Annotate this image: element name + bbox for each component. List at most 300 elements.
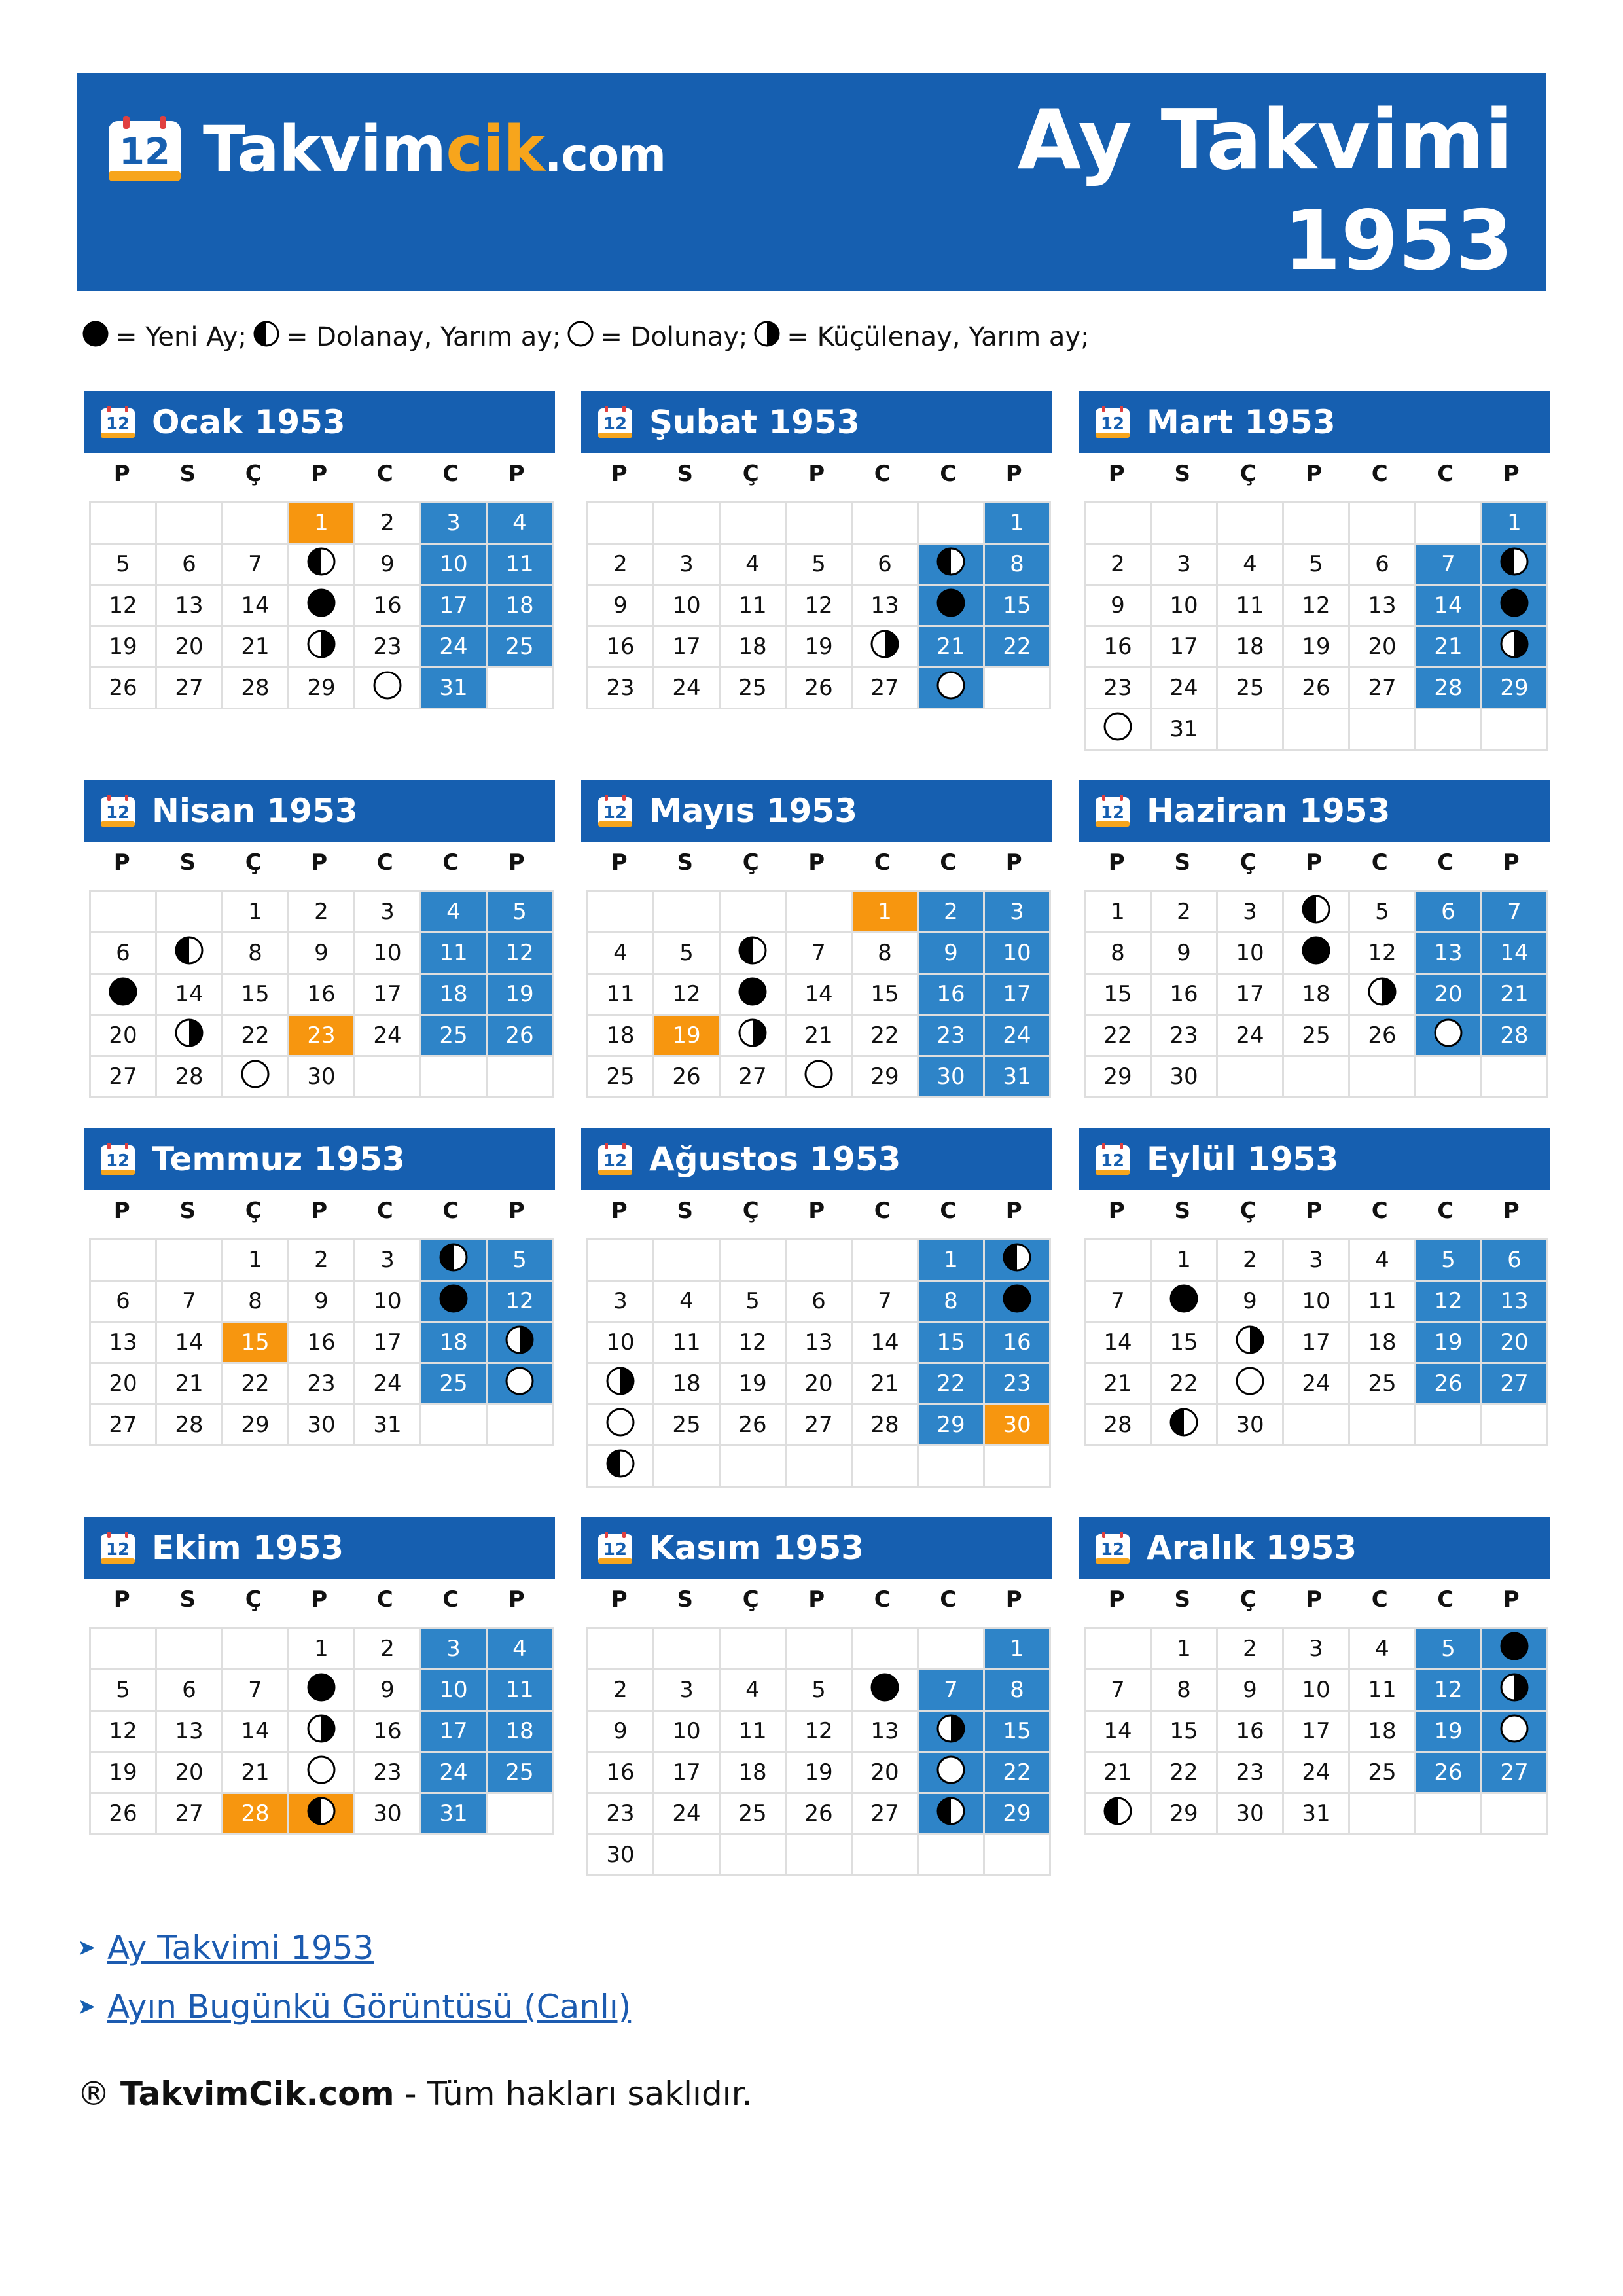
- day-cell[interactable]: 28: [1085, 1405, 1151, 1446]
- month-header[interactable]: [1079, 391, 1550, 453]
- day-cell[interactable]: 31: [421, 668, 487, 709]
- day-cell[interactable]: 7: [1085, 1281, 1151, 1322]
- day-cell[interactable]: 10: [355, 933, 421, 974]
- day-cell[interactable]: 19: [786, 1752, 852, 1793]
- day-cell[interactable]: 2: [588, 1670, 654, 1711]
- day-cell[interactable]: 11: [588, 974, 654, 1015]
- day-cell[interactable]: 13: [852, 585, 918, 626]
- day-cell[interactable]: 10: [355, 1281, 421, 1322]
- day-cell[interactable]: 22: [852, 1015, 918, 1056]
- day-cell[interactable]: 22: [984, 626, 1050, 668]
- day-cell[interactable]: 5: [487, 891, 553, 933]
- day-cell[interactable]: 23: [918, 1015, 984, 1056]
- day-cell[interactable]: 20: [156, 1752, 223, 1793]
- day-cell[interactable]: 26: [1349, 1015, 1416, 1056]
- day-cell[interactable]: 7: [223, 544, 289, 585]
- day-cell[interactable]: 11: [487, 544, 553, 585]
- day-cell[interactable]: 3: [588, 1281, 654, 1322]
- day-cell[interactable]: 9: [289, 1281, 355, 1322]
- day-cell[interactable]: 5: [654, 933, 720, 974]
- day-cell[interactable]: 13: [786, 1322, 852, 1363]
- month-header[interactable]: [84, 391, 555, 453]
- day-cell[interactable]: 27: [852, 668, 918, 709]
- day-cell[interactable]: 10: [1283, 1281, 1349, 1322]
- day-cell[interactable]: 4: [487, 503, 553, 544]
- day-cell[interactable]: 27: [90, 1405, 156, 1446]
- day-cell[interactable]: 27: [1482, 1752, 1548, 1793]
- day-cell[interactable]: 13: [90, 1322, 156, 1363]
- day-cell[interactable]: 26: [1416, 1363, 1482, 1405]
- day-cell[interactable]: 28: [223, 1793, 289, 1835]
- day-cell[interactable]: 9: [1217, 1281, 1283, 1322]
- day-cell[interactable]: 16: [588, 626, 654, 668]
- day-cell[interactable]: 25: [1349, 1752, 1416, 1793]
- day-cell[interactable]: [918, 544, 984, 585]
- day-cell[interactable]: 1: [852, 891, 918, 933]
- day-cell[interactable]: 1: [1151, 1240, 1217, 1281]
- day-cell[interactable]: 15: [918, 1322, 984, 1363]
- day-cell[interactable]: 18: [720, 1752, 786, 1793]
- day-cell[interactable]: 10: [421, 1670, 487, 1711]
- day-cell[interactable]: [289, 585, 355, 626]
- day-cell[interactable]: 6: [90, 1281, 156, 1322]
- day-cell[interactable]: 25: [487, 1752, 553, 1793]
- day-cell[interactable]: 3: [654, 544, 720, 585]
- day-cell[interactable]: 23: [289, 1015, 355, 1056]
- day-cell[interactable]: 21: [786, 1015, 852, 1056]
- day-cell[interactable]: 26: [720, 1405, 786, 1446]
- day-cell[interactable]: 11: [1217, 585, 1283, 626]
- day-cell[interactable]: [289, 1793, 355, 1835]
- day-cell[interactable]: 26: [487, 1015, 553, 1056]
- day-cell[interactable]: [289, 1711, 355, 1752]
- day-cell[interactable]: 20: [1482, 1322, 1548, 1363]
- day-cell[interactable]: 2: [355, 503, 421, 544]
- day-cell[interactable]: 23: [355, 626, 421, 668]
- day-cell[interactable]: 12: [786, 585, 852, 626]
- day-cell[interactable]: 18: [421, 974, 487, 1015]
- day-cell[interactable]: 27: [852, 1793, 918, 1835]
- day-cell[interactable]: 21: [223, 1752, 289, 1793]
- day-cell[interactable]: 5: [90, 1670, 156, 1711]
- day-cell[interactable]: 30: [1217, 1405, 1283, 1446]
- day-cell[interactable]: 22: [223, 1363, 289, 1405]
- day-cell[interactable]: 28: [156, 1405, 223, 1446]
- day-cell[interactable]: 4: [487, 1628, 553, 1670]
- day-cell[interactable]: 21: [1416, 626, 1482, 668]
- day-cell[interactable]: 18: [654, 1363, 720, 1405]
- day-cell[interactable]: 15: [1085, 974, 1151, 1015]
- day-cell[interactable]: [487, 1363, 553, 1405]
- day-cell[interactable]: [90, 974, 156, 1015]
- day-cell[interactable]: 26: [90, 1793, 156, 1835]
- day-cell[interactable]: 3: [1283, 1240, 1349, 1281]
- day-cell[interactable]: 25: [720, 1793, 786, 1835]
- day-cell[interactable]: 15: [223, 1322, 289, 1363]
- day-cell[interactable]: 18: [487, 585, 553, 626]
- day-cell[interactable]: 22: [1085, 1015, 1151, 1056]
- day-cell[interactable]: 31: [355, 1405, 421, 1446]
- day-cell[interactable]: 27: [90, 1056, 156, 1098]
- day-cell[interactable]: 6: [786, 1281, 852, 1322]
- day-cell[interactable]: [852, 626, 918, 668]
- day-cell[interactable]: [720, 1015, 786, 1056]
- day-cell[interactable]: 9: [1085, 585, 1151, 626]
- day-cell[interactable]: 12: [786, 1711, 852, 1752]
- day-cell[interactable]: [588, 1446, 654, 1487]
- day-cell[interactable]: 29: [852, 1056, 918, 1098]
- day-cell[interactable]: 1: [223, 891, 289, 933]
- day-cell[interactable]: 29: [1151, 1793, 1217, 1835]
- day-cell[interactable]: 23: [588, 668, 654, 709]
- day-cell[interactable]: 12: [1416, 1281, 1482, 1322]
- day-cell[interactable]: 28: [156, 1056, 223, 1098]
- day-cell[interactable]: 10: [1217, 933, 1283, 974]
- day-cell[interactable]: 20: [1349, 626, 1416, 668]
- day-cell[interactable]: 29: [289, 668, 355, 709]
- day-cell[interactable]: 28: [1482, 1015, 1548, 1056]
- day-cell[interactable]: 31: [984, 1056, 1050, 1098]
- day-cell[interactable]: 11: [487, 1670, 553, 1711]
- day-cell[interactable]: 18: [1217, 626, 1283, 668]
- day-cell[interactable]: [1482, 1670, 1548, 1711]
- day-cell[interactable]: 19: [1416, 1322, 1482, 1363]
- day-cell[interactable]: [588, 1363, 654, 1405]
- day-cell[interactable]: 30: [1217, 1793, 1283, 1835]
- day-cell[interactable]: 1: [918, 1240, 984, 1281]
- day-cell[interactable]: [1416, 1015, 1482, 1056]
- day-cell[interactable]: 19: [1416, 1711, 1482, 1752]
- day-cell[interactable]: 5: [1416, 1240, 1482, 1281]
- day-cell[interactable]: 12: [90, 585, 156, 626]
- day-cell[interactable]: 3: [355, 1240, 421, 1281]
- day-cell[interactable]: 12: [720, 1322, 786, 1363]
- day-cell[interactable]: 21: [1085, 1363, 1151, 1405]
- day-cell[interactable]: [1085, 709, 1151, 750]
- day-cell[interactable]: 12: [654, 974, 720, 1015]
- month-header[interactable]: [581, 391, 1052, 453]
- day-cell[interactable]: 27: [720, 1056, 786, 1098]
- day-cell[interactable]: 7: [1085, 1670, 1151, 1711]
- day-cell[interactable]: 26: [1283, 668, 1349, 709]
- day-cell[interactable]: 15: [984, 1711, 1050, 1752]
- day-cell[interactable]: 21: [156, 1363, 223, 1405]
- day-cell[interactable]: 25: [654, 1405, 720, 1446]
- day-cell[interactable]: 14: [1416, 585, 1482, 626]
- day-cell[interactable]: 19: [786, 626, 852, 668]
- day-cell[interactable]: 3: [355, 891, 421, 933]
- day-cell[interactable]: 2: [918, 891, 984, 933]
- day-cell[interactable]: 24: [1217, 1015, 1283, 1056]
- day-cell[interactable]: 30: [289, 1405, 355, 1446]
- day-cell[interactable]: 1: [984, 503, 1050, 544]
- day-cell[interactable]: 30: [289, 1056, 355, 1098]
- day-cell[interactable]: 18: [588, 1015, 654, 1056]
- day-cell[interactable]: 12: [1416, 1670, 1482, 1711]
- day-cell[interactable]: 22: [223, 1015, 289, 1056]
- day-cell[interactable]: 5: [1416, 1628, 1482, 1670]
- day-cell[interactable]: 2: [1085, 544, 1151, 585]
- day-cell[interactable]: 28: [223, 668, 289, 709]
- day-cell[interactable]: 10: [421, 544, 487, 585]
- day-cell[interactable]: [289, 1670, 355, 1711]
- day-cell[interactable]: 8: [984, 544, 1050, 585]
- day-cell[interactable]: 4: [720, 544, 786, 585]
- day-cell[interactable]: 9: [355, 544, 421, 585]
- day-cell[interactable]: 29: [984, 1793, 1050, 1835]
- day-cell[interactable]: 29: [918, 1405, 984, 1446]
- day-cell[interactable]: 25: [1349, 1363, 1416, 1405]
- day-cell[interactable]: 9: [1151, 933, 1217, 974]
- day-cell[interactable]: 28: [1416, 668, 1482, 709]
- day-cell[interactable]: 22: [1151, 1752, 1217, 1793]
- day-cell[interactable]: 31: [1151, 709, 1217, 750]
- day-cell[interactable]: [487, 1322, 553, 1363]
- day-cell[interactable]: [421, 1281, 487, 1322]
- day-cell[interactable]: 19: [487, 974, 553, 1015]
- day-cell[interactable]: 16: [355, 585, 421, 626]
- day-cell[interactable]: 17: [421, 1711, 487, 1752]
- day-cell[interactable]: 13: [1416, 933, 1482, 974]
- day-cell[interactable]: 24: [421, 1752, 487, 1793]
- day-cell[interactable]: 19: [654, 1015, 720, 1056]
- day-cell[interactable]: 17: [984, 974, 1050, 1015]
- month-header[interactable]: [84, 1128, 555, 1190]
- day-cell[interactable]: 27: [156, 668, 223, 709]
- day-cell[interactable]: 1: [1482, 503, 1548, 544]
- day-cell[interactable]: 16: [355, 1711, 421, 1752]
- day-cell[interactable]: [289, 544, 355, 585]
- day-cell[interactable]: 24: [1283, 1752, 1349, 1793]
- day-cell[interactable]: [1283, 933, 1349, 974]
- day-cell[interactable]: 11: [421, 933, 487, 974]
- link-moon-today[interactable]: Ayın Bugünkü Görüntüsü (Canlı): [107, 1988, 632, 2026]
- day-cell[interactable]: 19: [90, 626, 156, 668]
- day-cell[interactable]: 17: [1283, 1322, 1349, 1363]
- day-cell[interactable]: 2: [1151, 891, 1217, 933]
- day-cell[interactable]: [1482, 626, 1548, 668]
- day-cell[interactable]: 1: [1151, 1628, 1217, 1670]
- day-cell[interactable]: 1: [984, 1628, 1050, 1670]
- month-header[interactable]: [1079, 1517, 1550, 1579]
- day-cell[interactable]: 3: [654, 1670, 720, 1711]
- day-cell[interactable]: 2: [355, 1628, 421, 1670]
- day-cell[interactable]: 5: [90, 544, 156, 585]
- day-cell[interactable]: 8: [223, 1281, 289, 1322]
- day-cell[interactable]: 11: [720, 1711, 786, 1752]
- day-cell[interactable]: 24: [355, 1363, 421, 1405]
- day-cell[interactable]: 29: [223, 1405, 289, 1446]
- day-cell[interactable]: 14: [223, 1711, 289, 1752]
- day-cell[interactable]: 27: [786, 1405, 852, 1446]
- day-cell[interactable]: 10: [654, 1711, 720, 1752]
- day-cell[interactable]: 17: [1217, 974, 1283, 1015]
- day-cell[interactable]: 24: [654, 1793, 720, 1835]
- day-cell[interactable]: 12: [90, 1711, 156, 1752]
- day-cell[interactable]: 24: [421, 626, 487, 668]
- day-cell[interactable]: 30: [918, 1056, 984, 1098]
- month-header[interactable]: [581, 1128, 1052, 1190]
- day-cell[interactable]: 27: [156, 1793, 223, 1835]
- day-cell[interactable]: [1482, 585, 1548, 626]
- day-cell[interactable]: [1151, 1405, 1217, 1446]
- day-cell[interactable]: 11: [1349, 1670, 1416, 1711]
- day-cell[interactable]: 15: [1151, 1322, 1217, 1363]
- day-cell[interactable]: 20: [90, 1015, 156, 1056]
- day-cell[interactable]: [289, 1752, 355, 1793]
- day-cell[interactable]: 6: [156, 544, 223, 585]
- day-cell[interactable]: 14: [1482, 933, 1548, 974]
- day-cell[interactable]: 26: [786, 1793, 852, 1835]
- day-cell[interactable]: 4: [588, 933, 654, 974]
- day-cell[interactable]: 7: [223, 1670, 289, 1711]
- day-cell[interactable]: 3: [1217, 891, 1283, 933]
- day-cell[interactable]: 22: [918, 1363, 984, 1405]
- day-cell[interactable]: 12: [1283, 585, 1349, 626]
- day-cell[interactable]: 5: [786, 544, 852, 585]
- day-cell[interactable]: 12: [1349, 933, 1416, 974]
- day-cell[interactable]: 25: [588, 1056, 654, 1098]
- day-cell[interactable]: 21: [1085, 1752, 1151, 1793]
- day-cell[interactable]: 10: [654, 585, 720, 626]
- day-cell[interactable]: 24: [1283, 1363, 1349, 1405]
- day-cell[interactable]: 20: [156, 626, 223, 668]
- day-cell[interactable]: [918, 1752, 984, 1793]
- day-cell[interactable]: [1085, 1793, 1151, 1835]
- day-cell[interactable]: [720, 974, 786, 1015]
- day-cell[interactable]: 17: [355, 974, 421, 1015]
- day-cell[interactable]: 8: [852, 933, 918, 974]
- day-cell[interactable]: [984, 1240, 1050, 1281]
- day-cell[interactable]: 26: [654, 1056, 720, 1098]
- day-cell[interactable]: 25: [720, 668, 786, 709]
- day-cell[interactable]: 19: [90, 1752, 156, 1793]
- day-cell[interactable]: 13: [156, 1711, 223, 1752]
- day-cell[interactable]: 24: [984, 1015, 1050, 1056]
- day-cell[interactable]: 10: [588, 1322, 654, 1363]
- day-cell[interactable]: 13: [1349, 585, 1416, 626]
- day-cell[interactable]: 6: [852, 544, 918, 585]
- day-cell[interactable]: 4: [421, 891, 487, 933]
- day-cell[interactable]: 6: [1482, 1240, 1548, 1281]
- day-cell[interactable]: 25: [1217, 668, 1283, 709]
- day-cell[interactable]: 6: [90, 933, 156, 974]
- day-cell[interactable]: 7: [918, 1670, 984, 1711]
- day-cell[interactable]: 17: [1151, 626, 1217, 668]
- day-cell[interactable]: 15: [984, 585, 1050, 626]
- day-cell[interactable]: 3: [1283, 1628, 1349, 1670]
- day-cell[interactable]: 8: [223, 933, 289, 974]
- day-cell[interactable]: [156, 933, 223, 974]
- day-cell[interactable]: 17: [654, 626, 720, 668]
- day-cell[interactable]: 5: [1349, 891, 1416, 933]
- day-cell[interactable]: 7: [852, 1281, 918, 1322]
- day-cell[interactable]: 16: [289, 974, 355, 1015]
- day-cell[interactable]: 2: [289, 1240, 355, 1281]
- day-cell[interactable]: 24: [1151, 668, 1217, 709]
- day-cell[interactable]: 6: [1349, 544, 1416, 585]
- day-cell[interactable]: [918, 1711, 984, 1752]
- day-cell[interactable]: 23: [1085, 668, 1151, 709]
- month-header[interactable]: [84, 1517, 555, 1579]
- day-cell[interactable]: [1217, 1322, 1283, 1363]
- day-cell[interactable]: 13: [156, 585, 223, 626]
- day-cell[interactable]: 4: [654, 1281, 720, 1322]
- day-cell[interactable]: 30: [984, 1405, 1050, 1446]
- day-cell[interactable]: [355, 668, 421, 709]
- link-moon-calendar[interactable]: Ay Takvimi 1953: [107, 1929, 374, 1967]
- day-cell[interactable]: 9: [355, 1670, 421, 1711]
- day-cell[interactable]: 8: [1151, 1670, 1217, 1711]
- day-cell[interactable]: 14: [156, 1322, 223, 1363]
- day-cell[interactable]: 16: [588, 1752, 654, 1793]
- day-cell[interactable]: 17: [355, 1322, 421, 1363]
- day-cell[interactable]: 23: [588, 1793, 654, 1835]
- day-cell[interactable]: 3: [1151, 544, 1217, 585]
- day-cell[interactable]: 26: [90, 668, 156, 709]
- day-cell[interactable]: 7: [1416, 544, 1482, 585]
- day-cell[interactable]: 31: [1283, 1793, 1349, 1835]
- day-cell[interactable]: 4: [720, 1670, 786, 1711]
- day-cell[interactable]: 25: [1283, 1015, 1349, 1056]
- day-cell[interactable]: [1482, 1628, 1548, 1670]
- day-cell[interactable]: 17: [421, 585, 487, 626]
- day-cell[interactable]: [289, 626, 355, 668]
- day-cell[interactable]: 23: [289, 1363, 355, 1405]
- day-cell[interactable]: 11: [1349, 1281, 1416, 1322]
- day-cell[interactable]: 3: [421, 503, 487, 544]
- day-cell[interactable]: 17: [654, 1752, 720, 1793]
- day-cell[interactable]: 7: [786, 933, 852, 974]
- day-cell[interactable]: [1482, 1711, 1548, 1752]
- day-cell[interactable]: 11: [720, 585, 786, 626]
- day-cell[interactable]: 22: [984, 1752, 1050, 1793]
- day-cell[interactable]: 14: [156, 974, 223, 1015]
- day-cell[interactable]: 30: [1151, 1056, 1217, 1098]
- day-cell[interactable]: 18: [1283, 974, 1349, 1015]
- day-cell[interactable]: 4: [1349, 1240, 1416, 1281]
- day-cell[interactable]: 7: [1482, 891, 1548, 933]
- day-cell[interactable]: 19: [1283, 626, 1349, 668]
- day-cell[interactable]: [1482, 544, 1548, 585]
- day-cell[interactable]: [786, 1056, 852, 1098]
- day-cell[interactable]: 12: [487, 933, 553, 974]
- day-cell[interactable]: 7: [156, 1281, 223, 1322]
- day-cell[interactable]: 16: [1151, 974, 1217, 1015]
- day-cell[interactable]: 15: [1151, 1711, 1217, 1752]
- day-cell[interactable]: 25: [421, 1015, 487, 1056]
- day-cell[interactable]: 8: [984, 1670, 1050, 1711]
- day-cell[interactable]: 3: [421, 1628, 487, 1670]
- month-header[interactable]: [1079, 1128, 1550, 1190]
- day-cell[interactable]: 14: [223, 585, 289, 626]
- month-header[interactable]: [581, 780, 1052, 842]
- day-cell[interactable]: 14: [1085, 1322, 1151, 1363]
- day-cell[interactable]: 5: [720, 1281, 786, 1322]
- day-cell[interactable]: [223, 1056, 289, 1098]
- day-cell[interactable]: [852, 1670, 918, 1711]
- day-cell[interactable]: 28: [852, 1405, 918, 1446]
- day-cell[interactable]: 2: [1217, 1240, 1283, 1281]
- day-cell[interactable]: 21: [918, 626, 984, 668]
- day-cell[interactable]: 5: [786, 1670, 852, 1711]
- day-cell[interactable]: 9: [588, 585, 654, 626]
- day-cell[interactable]: 5: [487, 1240, 553, 1281]
- day-cell[interactable]: 24: [355, 1015, 421, 1056]
- day-cell[interactable]: 21: [223, 626, 289, 668]
- day-cell[interactable]: 29: [1085, 1056, 1151, 1098]
- day-cell[interactable]: 18: [720, 626, 786, 668]
